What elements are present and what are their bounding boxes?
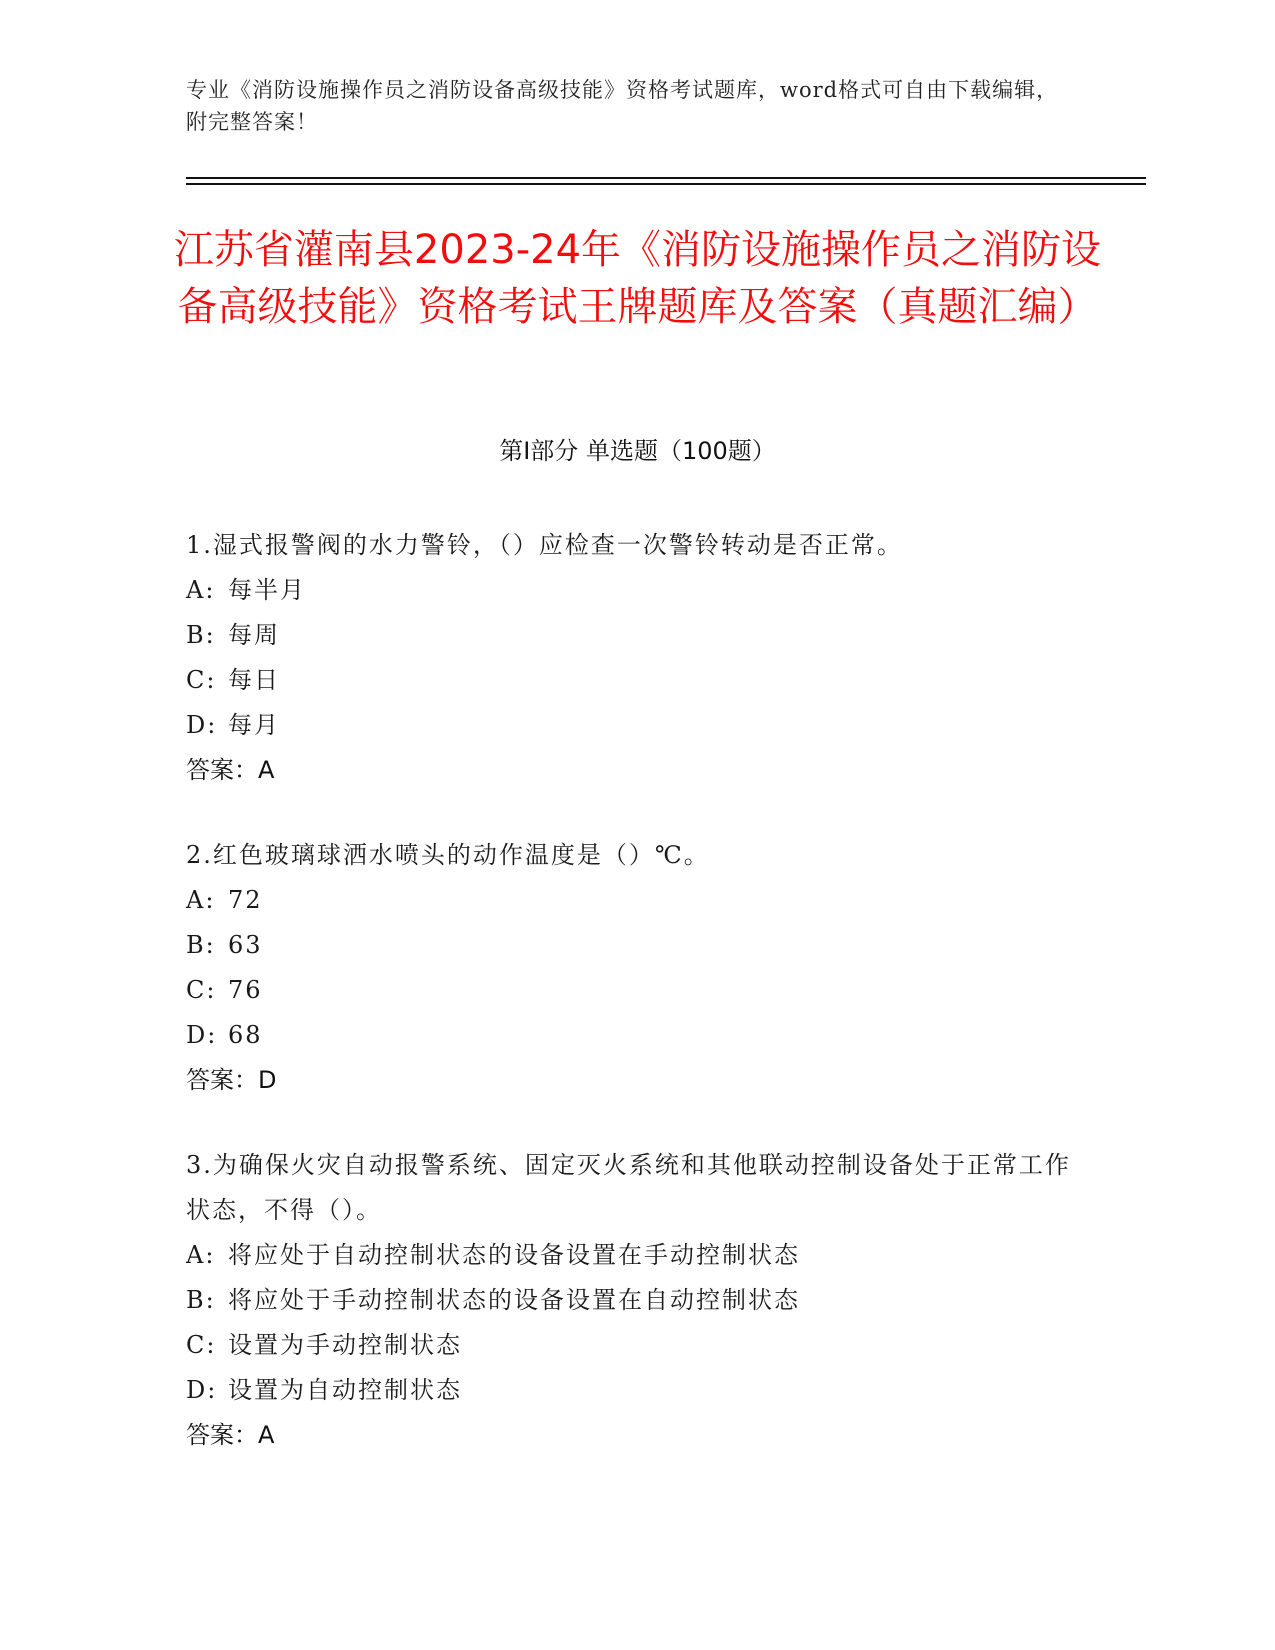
document-title: 江苏省灌南县2023-24年《消防设施操作员之消防设备高级技能》资格考试王牌题库及答案（真题汇编） — [173, 227, 1102, 330]
option-key: A: — [186, 886, 216, 914]
question-stem: 1.湿式报警阀的水力警铃，（）应检查一次警铃转动是否正常。 — [186, 531, 903, 559]
option-d — [186, 1013, 1086, 1058]
option-text: 每周 — [228, 621, 280, 649]
option-key: D: — [186, 711, 218, 739]
option-key: A: — [186, 576, 216, 604]
option-d — [186, 1368, 1086, 1413]
option-c — [186, 968, 1086, 1013]
header-note: 专业《消防设施操作员之消防设备高级技能》资格考试题库，word格式可自由下载编辑，附完整答案！ — [186, 78, 1059, 134]
header-divider-top — [186, 177, 1146, 179]
option-text: 每半月 — [228, 576, 306, 604]
option-text: 每月 — [228, 711, 280, 739]
question-1 — [186, 523, 1086, 793]
option-c — [186, 658, 1086, 703]
answer: 答案：A — [186, 756, 275, 784]
answer: 答案：A — [186, 1421, 275, 1449]
option-text: 68 — [228, 1021, 263, 1049]
option-key: C: — [186, 976, 217, 1004]
option-d — [186, 703, 1086, 748]
option-text: 72 — [228, 886, 263, 914]
option-a — [186, 568, 1086, 613]
question-2 — [186, 833, 1086, 1103]
option-key: D: — [186, 1021, 218, 1049]
option-a — [186, 878, 1086, 923]
option-key: B: — [186, 621, 216, 649]
header-divider-bottom — [186, 183, 1146, 185]
option-text: 设置为自动控制状态 — [228, 1376, 462, 1404]
option-key: B: — [186, 1286, 216, 1314]
option-b — [186, 613, 1086, 658]
option-b — [186, 1278, 1086, 1323]
question-3 — [186, 1143, 1086, 1458]
option-text: 将应处于手动控制状态的设备设置在自动控制状态 — [228, 1286, 800, 1314]
option-c — [186, 1323, 1086, 1368]
option-key: C: — [186, 666, 217, 694]
option-text: 设置为手动控制状态 — [228, 1331, 462, 1359]
option-text: 63 — [228, 931, 263, 959]
option-a — [186, 1233, 1086, 1278]
question-list — [186, 523, 1086, 1498]
question-stem: 2.红色玻璃球洒水喷头的动作温度是（）℃。 — [186, 841, 710, 869]
option-key: C: — [186, 1331, 217, 1359]
section-title: 第I部分 单选题（100题） — [499, 437, 776, 465]
option-key: A: — [186, 1241, 216, 1269]
option-text: 将应处于自动控制状态的设备设置在手动控制状态 — [228, 1241, 800, 1269]
option-b — [186, 923, 1086, 968]
option-text: 76 — [228, 976, 263, 1004]
option-key: B: — [186, 931, 216, 959]
option-key: D: — [186, 1376, 218, 1404]
option-text: 每日 — [228, 666, 280, 694]
answer: 答案：D — [186, 1066, 277, 1094]
question-stem: 3.为确保火灾自动报警系统、固定灭火系统和其他联动控制设备处于正常工作状态，不得（）。 — [186, 1151, 1071, 1224]
